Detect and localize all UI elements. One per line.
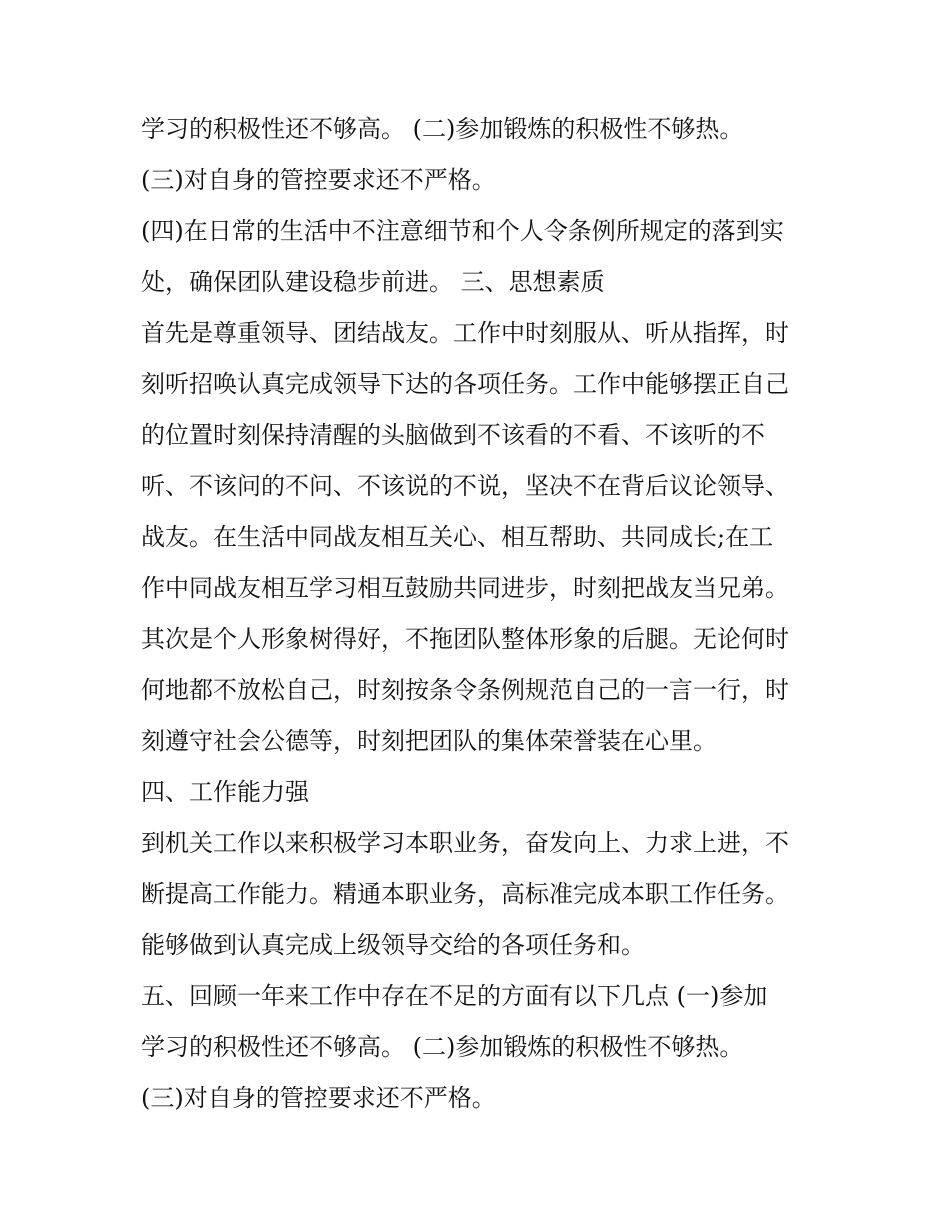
text-line-12: 何地都不放松自己，时刻按条令条例规范自己的一言一行，时 bbox=[141, 676, 789, 704]
text-line-2: (三)对自身的管控要求还不严格。 bbox=[141, 166, 496, 194]
text-line-15: 到机关工作以来积极学习本职业务，奋发向上、力求上进，不 bbox=[141, 829, 789, 857]
text-line-10: 作中同战友相互学习相互鼓励共同进步，时刻把战友当兄弟。 bbox=[141, 574, 789, 602]
text-line-16: 断提高工作能力。精通本职业务，高标准完成本职工作任务。 bbox=[141, 880, 789, 908]
text-line-8: 听、不该问的不问、不该说的不说，坚决不在背后议论领导、 bbox=[141, 472, 789, 500]
text-line-3: (四)在日常的生活中不注意细节和个人令条例所规定的落到实 bbox=[141, 217, 784, 245]
text-line-18: 五、回顾一年来工作中存在不足的方面有以下几点 (一)参加 bbox=[141, 982, 768, 1010]
text-line-17: 能够做到认真完成上级领导交给的各项任务和。 bbox=[141, 931, 645, 959]
text-line-7: 的位置时刻保持清醒的头脑做到不该看的不看、不该听的不 bbox=[141, 421, 765, 449]
text-line-5: 首先是尊重领导、团结战友。工作中时刻服从、听从指挥，时 bbox=[141, 319, 789, 347]
text-line-20: (三)对自身的管控要求还不严格。 bbox=[141, 1084, 496, 1112]
text-line-13: 刻遵守社会公德等，时刻把团队的集体荣誉装在心里。 bbox=[141, 727, 717, 755]
text-line-1: 学习的积极性还不够高。 (二)参加锻炼的积极性不够热。 bbox=[141, 115, 744, 143]
text-line-11: 其次是个人形象树得好，不拖团队整体形象的后腿。无论何时 bbox=[141, 625, 789, 653]
text-line-4: 处，确保团队建设稳步前进。 三、思想素质 bbox=[141, 268, 605, 296]
text-line-9: 战友。在生活中同战友相互关心、相互帮助、共同成长;在工 bbox=[141, 523, 774, 551]
document-body bbox=[141, 104, 831, 1124]
text-line-14: 四、工作能力强 bbox=[141, 778, 309, 806]
text-line-6: 刻听招唤认真完成领导下达的各项任务。工作中能够摆正自己 bbox=[141, 370, 789, 398]
text-line-19: 学习的积极性还不够高。 (二)参加锻炼的积极性不够热。 bbox=[141, 1033, 744, 1061]
